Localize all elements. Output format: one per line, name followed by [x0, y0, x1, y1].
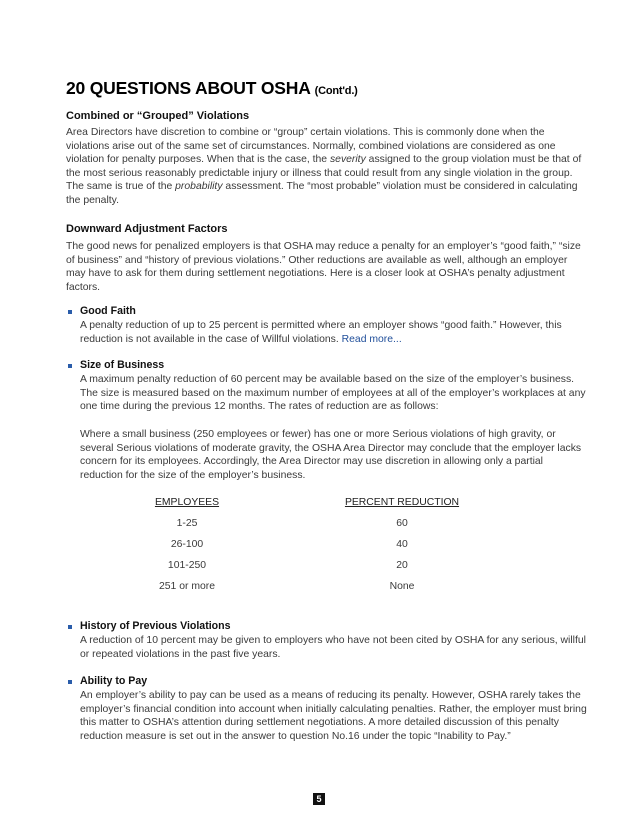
bullet-text: A maximum penalty reduction of 60 percent may be available based on the size of the employer’s business. The size is measured based on the maximum number of employees at all of the employer’s workplaces at any one time during the previous 12 months. The rates of reduction are as follows:: [80, 374, 586, 413]
page-number: 5: [313, 793, 325, 805]
bullet-title: Good Faith: [80, 305, 136, 317]
table-row: 26-100 40: [170, 539, 408, 550]
page-title: [66, 78, 358, 99]
table-row: 1-25 60: [176, 518, 408, 529]
table-header-row: [132, 497, 460, 511]
bullet-square-icon: [68, 310, 72, 314]
bullet-square-icon: [68, 680, 72, 684]
read-more-link[interactable]: Read more...: [341, 333, 402, 345]
bullet-text: A reduction of 10 percent may be given to employers who have not been cited by OSHA for any serious, willful or repeated violations in the past five years.: [80, 635, 586, 660]
bullet-title: Ability to Pay: [80, 675, 148, 687]
bullet-title: Size of Business: [80, 359, 165, 371]
bullet-text: A penalty reduction of up to 25 percent is permitted where an employer shows “good faith.” However, this reduction is not available in the case of Willful violations. Read more...: [80, 320, 562, 345]
column-header-employees: EMPLOYEES: [154, 497, 220, 508]
bullet-square-icon: [68, 625, 72, 629]
section-paragraph-downward: The good news for penalized employers is that OSHA may reduce a penalty for an employer’s “good faith,” “size of business” and “history of previous violations.” Other reductions are available as well, although an employer may have to ask for them during settlement negotiations. Here is a closer look at OSHA’s penalty adjustment factors.: [66, 241, 581, 293]
column-header-percent: PERCENT REDUCTION: [344, 497, 460, 508]
title-continued: (Cont'd.): [314, 85, 358, 97]
section-paragraph-combined: Area Directors have discretion to combine or “group” certain violations. This is commonly done when the violations arise out of the same set of circumstances. Normally, combined violations are considered as one violation for penalty purposes. When that is the case, the severity assigned to the group violation must be that of the most serious reasonably predictable injury or illness that could result from any single violation in the group. The same is true of the probability assessment. The “most probable” violation must be considered in calculating the penalty.: [66, 127, 582, 206]
section-heading-downward: Downward Adjustment Factors: [66, 223, 228, 235]
bullet-text-secondary: Where a small business (250 employees or fewer) has one or more Serious violations of high gravity, or several Serious violations of moderate gravity, the OSHA Area Director may conclude that the employer lacks concern for its employees. Accordingly, the Area Director may use discretion in allowing only a partial reduction for the size of the employer’s business.: [80, 429, 582, 481]
section-heading-combined: Combined or “Grouped” Violations: [66, 110, 250, 122]
title-main: 20 QUESTIONS ABOUT OSHA: [66, 78, 310, 98]
bullet-square-icon: [68, 364, 72, 368]
table-row: 101-250 20: [167, 560, 408, 571]
bullet-text: An employer’s ability to pay can be used as a means of reducing its penalty. However, OSHA rarely takes the employer’s financial condition into account when initially calculating penalties. Rather, the employer must bring this matter to OSHA’s attention during settlement negotiations. A more detailed discussion of this penalty reduction measure is set out in the answer to question No.16 under the topic “Inability to Pay.”: [80, 690, 587, 742]
table-row: 251 or more None: [158, 581, 415, 592]
bullet-title: History of Previous Violations: [80, 620, 231, 632]
